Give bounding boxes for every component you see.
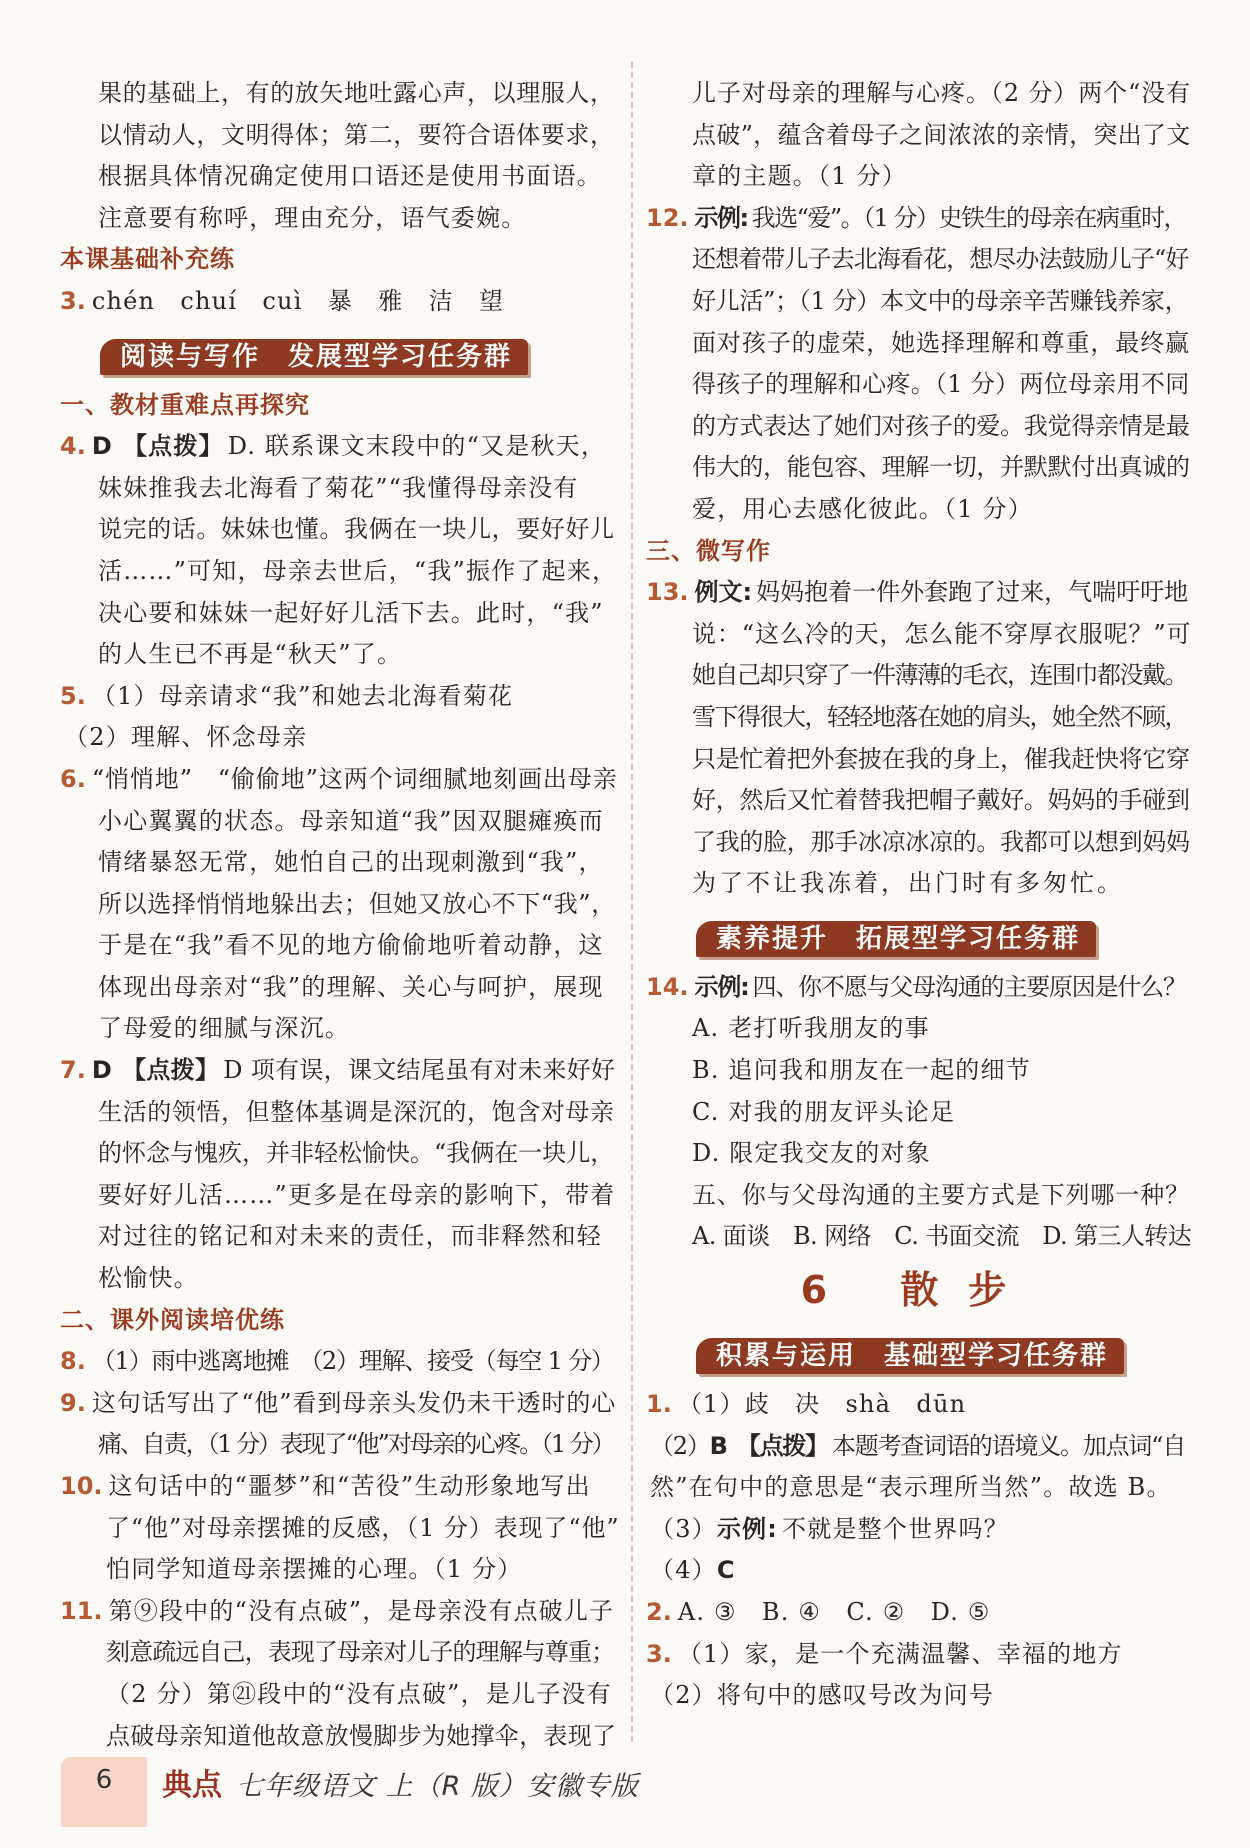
line-text: 所以选择悄悄地躲出去；但她又放心不下“我”， (98, 889, 616, 918)
line-text: 了“他”对母亲摆摊的反感，（1 分）表现了“他” (106, 1513, 620, 1542)
text-line (646, 239, 1191, 281)
line-text: 妈妈抱着一件外套跑了过来，气喘吁吁地 (756, 578, 1189, 607)
item-number: 13. (646, 578, 689, 607)
sub-answer (646, 1675, 1191, 1717)
section-banner: 积累与运用 基础型学习任务群 (696, 1338, 1124, 1374)
text-line (646, 863, 1191, 905)
text-line (60, 1050, 620, 1092)
line-text: （1）家，是一个充满温馨、幸福的地方 (677, 1639, 1123, 1668)
banner-block (646, 905, 1191, 967)
text-line (646, 1133, 1191, 1175)
text-line (646, 323, 1191, 365)
answer-tag: 【点拨】 (736, 1431, 828, 1460)
text-line (60, 1258, 620, 1300)
text-line (60, 115, 620, 157)
line-text: 第⑨段中的“没有点破”，是母亲没有点破儿子 (108, 1596, 615, 1625)
line-text: 说：“这么冷的天，怎么能不穿厚衣服呢？”可 (692, 619, 1192, 648)
text-line (646, 967, 1191, 1009)
line-text: 生活的领悟，但整体基调是深沉的，饱含对母亲 (98, 1097, 615, 1126)
text-line (646, 1675, 1191, 1717)
text-line (60, 1133, 620, 1175)
text-line (60, 759, 620, 801)
text-line (646, 1509, 1191, 1551)
item-number: 12. (646, 203, 689, 232)
line-text: C. 对我的朋友评头论足 (692, 1097, 956, 1126)
line-text: 四、你不愿与父母沟通的主要原因是什么？ (752, 972, 1186, 1001)
item-number: 3. (646, 1639, 672, 1668)
answer-item (60, 759, 620, 1050)
item-number: 6. (60, 764, 86, 793)
text-line (646, 1216, 1191, 1258)
line-text: 得孩子的理解和心疼。（1 分）两位母亲用不同 (692, 370, 1190, 399)
line-text: 点破母亲知道他故意放慢脚步为她撑伞，表现了 (106, 1721, 617, 1750)
paragraph (60, 73, 620, 239)
section-heading: 本课基础补充练 (60, 245, 235, 274)
line-text: 为了不让我冻着，出门时有多匆忙。 (692, 869, 1124, 898)
text-line (646, 281, 1191, 323)
item-number: 4. (60, 432, 86, 461)
text-line (60, 593, 620, 635)
line-text: A. ③ B. ④ C. ② D. ⑤ (677, 1598, 991, 1626)
line-text: 情绪暴怒无常，她怕自己的出现刺激到“我”， (98, 848, 604, 877)
answer-item (646, 198, 1191, 531)
sub-prefix: （2） (650, 1431, 710, 1460)
text-line (60, 198, 620, 240)
text-line (60, 1383, 620, 1425)
answer-item (60, 426, 620, 676)
line-text: 这句话中的“噩梦”和“苦役”生动形象地写出 (108, 1472, 591, 1500)
line-text: 对过往的铭记和对未来的责任，而非释然和轻 (98, 1222, 602, 1251)
line-text: D 项有误，课文结尾虽有对未来好好 (223, 1056, 616, 1085)
answer-tag: 【点拨】 (122, 1056, 220, 1085)
line-text: 要好好儿活……”更多是在母亲的影响下，带着 (98, 1180, 616, 1209)
answer-item (60, 1050, 620, 1300)
line-text: D. 联系课文末段中的“又是秋天， (227, 432, 607, 461)
line-text: 爱，用心去感化彼此。（1 分） (692, 494, 1033, 523)
sub-answer (646, 1509, 1191, 1551)
line-text: （1）雨中逃离地摊 （2）理解、接受（每空 1 分） (91, 1347, 614, 1376)
answer-item (646, 967, 1191, 1258)
line-text: 雪下得很大，轻轻地落在她的肩头，她全然不顾， (692, 702, 1187, 731)
sub-prefix: （4） (650, 1556, 717, 1585)
lesson-title: 6 散步 (800, 1268, 1037, 1313)
line-text: 说完的话。妹妹也懂。我俩在一块儿，要好好儿 (98, 515, 615, 544)
line-text: 好，然后又忙着替我把帽子戴好。妈妈的手碰到 (692, 786, 1190, 815)
text-line (60, 634, 620, 676)
text-line (60, 1341, 620, 1383)
right-column (646, 73, 1191, 1717)
line-text: 痛、自责，（1 分）表现了“他”对母亲的心疼。（1 分） (98, 1430, 614, 1459)
text-line (60, 73, 620, 115)
line-text: 体现出母亲对“我”的理解、关心与呵护，展现 (98, 972, 604, 1001)
line-text: 章的主题。（1 分） (692, 162, 907, 191)
text-line (60, 1092, 620, 1134)
text-line (646, 1384, 1191, 1426)
answer-choice: D (91, 432, 113, 461)
answer-tag: 示例: (694, 972, 749, 1001)
text-line (60, 717, 620, 759)
item-number: 2. (646, 1598, 672, 1626)
footer (162, 1760, 639, 1804)
item-number: 9. (60, 1388, 86, 1417)
line-text: 然”在句中的意思是“表示理所当然”。故选 B。 (650, 1473, 1172, 1502)
answer-item (646, 1592, 1191, 1634)
text-line (60, 1175, 620, 1217)
answer-item (60, 1466, 620, 1591)
item-number: 8. (60, 1347, 86, 1376)
answer-choice: B (709, 1431, 727, 1460)
text-line (60, 842, 620, 884)
text-line (60, 676, 620, 718)
text-line (646, 1426, 1191, 1468)
line-text: B. 追问我和朋友在一起的细节 (692, 1056, 1031, 1085)
text-line (60, 468, 620, 510)
line-text: 儿子对母亲的理解与心疼。（2 分）两个“没有 (692, 79, 1191, 107)
line-text: 根据具体情况确定使用口语还是使用书面语。 (98, 162, 602, 191)
text-line (646, 1050, 1191, 1092)
sub-answer (646, 1426, 1191, 1509)
line-text: 这句话写出了“他”看到母亲头发仍未干透时的心 (91, 1388, 617, 1417)
line-text: D. 限定我交友的对象 (692, 1139, 931, 1168)
answer-item (60, 676, 620, 718)
line-text: 点破”，蕴含着母子之间浓浓的亲情，突出了文 (692, 120, 1191, 149)
text-line (646, 1592, 1191, 1634)
text-line (60, 1216, 620, 1258)
line-text: 还想着带儿子去北海看花，想尽办法鼓励儿子“好 (692, 245, 1189, 274)
text-line (646, 1092, 1191, 1134)
line-text: （1）母亲请求“我”和她去北海看菊花 (91, 681, 514, 710)
text-line (646, 364, 1191, 406)
text-line (60, 1008, 620, 1050)
line-text: 决心要和妹妹一起好好儿活下去。此时，“我” (98, 598, 604, 627)
line-text: A. 面谈 B. 网络 C. 书面交流 D. 第三人转达 (692, 1222, 1192, 1251)
answer-item (60, 1591, 620, 1757)
line-text: 了母爱的细腻与深沉。 (98, 1014, 350, 1043)
answer-item (60, 281, 620, 323)
text-line (60, 1424, 620, 1466)
line-text: 只是忙着把外套披在我的身上，催我赶快将它穿 (692, 744, 1190, 773)
left-column (60, 73, 620, 1757)
line-text: 怕同学知道母亲摆摊的心理。（1 分） (106, 1555, 523, 1584)
line-text: 我选“爱”。（1 分）史铁生的母亲在病重时， (751, 203, 1187, 232)
line-text: 五、你与父母沟通的主要方式是下列哪一种？ (692, 1180, 1190, 1209)
text-line (60, 1549, 620, 1591)
text-line (646, 1175, 1191, 1217)
page-number: 6 (95, 1765, 113, 1795)
text-line (60, 551, 620, 593)
item-number: 1. (646, 1390, 672, 1419)
line-text: 活……”可知，母亲去世后，“我”振作了起来， (98, 556, 618, 585)
line-text: 注意要有称呼，理由充分，语气委婉。 (98, 203, 527, 232)
text-line (646, 697, 1191, 739)
item-number: 5. (60, 681, 86, 710)
item-number: 10. (60, 1472, 103, 1500)
section-heading: 三、微写作 (646, 536, 771, 565)
line-text: A. 老打听我朋友的事 (692, 1014, 930, 1043)
answer-item (646, 1384, 1191, 1426)
text-line (60, 281, 620, 323)
text-line (646, 655, 1191, 697)
line-text: （2）理解、怀念母亲 (64, 723, 308, 752)
text-line (646, 198, 1191, 240)
answer-item (60, 1341, 620, 1383)
line-text: 她自己却只穿了一件薄薄的毛衣，连围巾都没戴。 (692, 661, 1187, 690)
text-line (646, 447, 1191, 489)
line-text: 面对孩子的虚荣，她选择理解和尊重，最终赢 (692, 328, 1190, 357)
text-line (60, 1508, 620, 1550)
answer-item (646, 572, 1191, 905)
line-text: 好儿活”；（1 分）本文中的母亲辛苦赚钱养家， (692, 286, 1189, 315)
text-line (60, 801, 620, 843)
text-line (646, 1550, 1191, 1592)
line-text: （1）歧 决 shà dūn (677, 1390, 967, 1419)
publisher-logo: 典点 (162, 1768, 222, 1803)
line-text: 的方式表达了她们对孩子的爱。我觉得亲情是最 (692, 411, 1190, 440)
banner-block (646, 1322, 1191, 1384)
line-text: （2）将句中的感叹号改为问号 (650, 1681, 995, 1710)
text-line (60, 1632, 620, 1674)
text-line (60, 156, 620, 198)
text-line (646, 822, 1191, 864)
text-line (646, 739, 1191, 781)
line-text: 于是在“我”看不见的地方偷偷地听着动静，这 (98, 931, 604, 960)
line-text: （2 分）第㉑段中的“没有点破”，是儿子没有 (106, 1679, 612, 1708)
answer-tag: 【点拨】 (122, 432, 224, 461)
section-banner: 阅读与写作 发展型学习任务群 (100, 339, 528, 375)
text-line (60, 967, 620, 1009)
text-line (60, 1674, 620, 1716)
text-line (646, 614, 1191, 656)
line-text: 不就是整个世界吗？ (782, 1514, 1009, 1543)
column-divider (631, 62, 633, 1742)
text-line (646, 1008, 1191, 1050)
section-banner: 素养提升 拓展型学习任务群 (696, 921, 1096, 957)
answer-tag: 示例: (716, 1514, 779, 1543)
answer-item (60, 1383, 620, 1466)
text-line (646, 73, 1191, 115)
book-title: 七年级语文 上（R 版）安徽专版 (236, 1771, 639, 1802)
item-number: 7. (60, 1056, 86, 1085)
line-text: 伟大的，能包容、理解一切，并默默付出真诚的 (692, 453, 1190, 482)
line-text: chén chuí cuì 暴 雅 洁 望 (91, 286, 505, 315)
text-line (646, 780, 1191, 822)
line-text: 小心翼翼的状态。母亲知道“我”因双腿瘫痪而 (98, 806, 604, 835)
item-number: 3. (60, 286, 86, 315)
sub-answer (60, 717, 620, 759)
line-text: 松愉快。 (98, 1264, 199, 1293)
text-line (60, 925, 620, 967)
text-line (646, 1467, 1191, 1509)
line-text: 了我的脸，那手冰凉冰凉的。我都可以想到妈妈 (692, 827, 1190, 856)
sub-answer (646, 1550, 1191, 1592)
text-line (646, 489, 1191, 531)
line-text: 本题考查词语的语境义。加点词“自 (831, 1431, 1186, 1460)
section-heading: 二、课外阅读培优练 (60, 1305, 285, 1334)
line-text: “悄悄地” “偷偷地”这两个词细腻地刻画出母亲 (91, 764, 618, 793)
answer-choice: D (91, 1056, 113, 1085)
text-line (60, 1466, 620, 1508)
text-line (60, 1716, 620, 1758)
text-line (60, 1591, 620, 1633)
text-line (646, 156, 1191, 198)
text-line (646, 115, 1191, 157)
line-text: 的人生已不再是“秋天”了。 (98, 640, 403, 669)
text-line (646, 572, 1191, 614)
text-line (60, 884, 620, 926)
section-heading: 一、教材重难点再探究 (60, 390, 310, 419)
line-text: 以情动人，文明得体；第二，要符合语体要求， (98, 120, 615, 149)
banner-block (60, 323, 620, 385)
text-line (646, 1634, 1191, 1676)
line-text: 妹妹推我去北海看了菊花”“我懂得母亲没有 (98, 473, 579, 502)
text-line (646, 406, 1191, 448)
paragraph (646, 73, 1191, 198)
answer-item (646, 1634, 1191, 1676)
answer-tag: 示例: (694, 203, 748, 232)
answer-tag: 例文: (694, 578, 753, 607)
sub-prefix: （3） (650, 1514, 717, 1543)
item-number: 14. (646, 972, 689, 1001)
answer-choice: C (716, 1556, 736, 1585)
line-text: 果的基础上，有的放矢地吐露心声，以理服人， (98, 79, 615, 107)
line-text: 刻意疏远自己，表现了母亲对儿子的理解与尊重； (106, 1638, 615, 1667)
line-text: 的怀念与愧疚，并非轻松愉快。“我俩在一块儿， (98, 1139, 615, 1168)
text-line (60, 509, 620, 551)
item-number: 11. (60, 1596, 103, 1625)
text-line (60, 426, 620, 468)
